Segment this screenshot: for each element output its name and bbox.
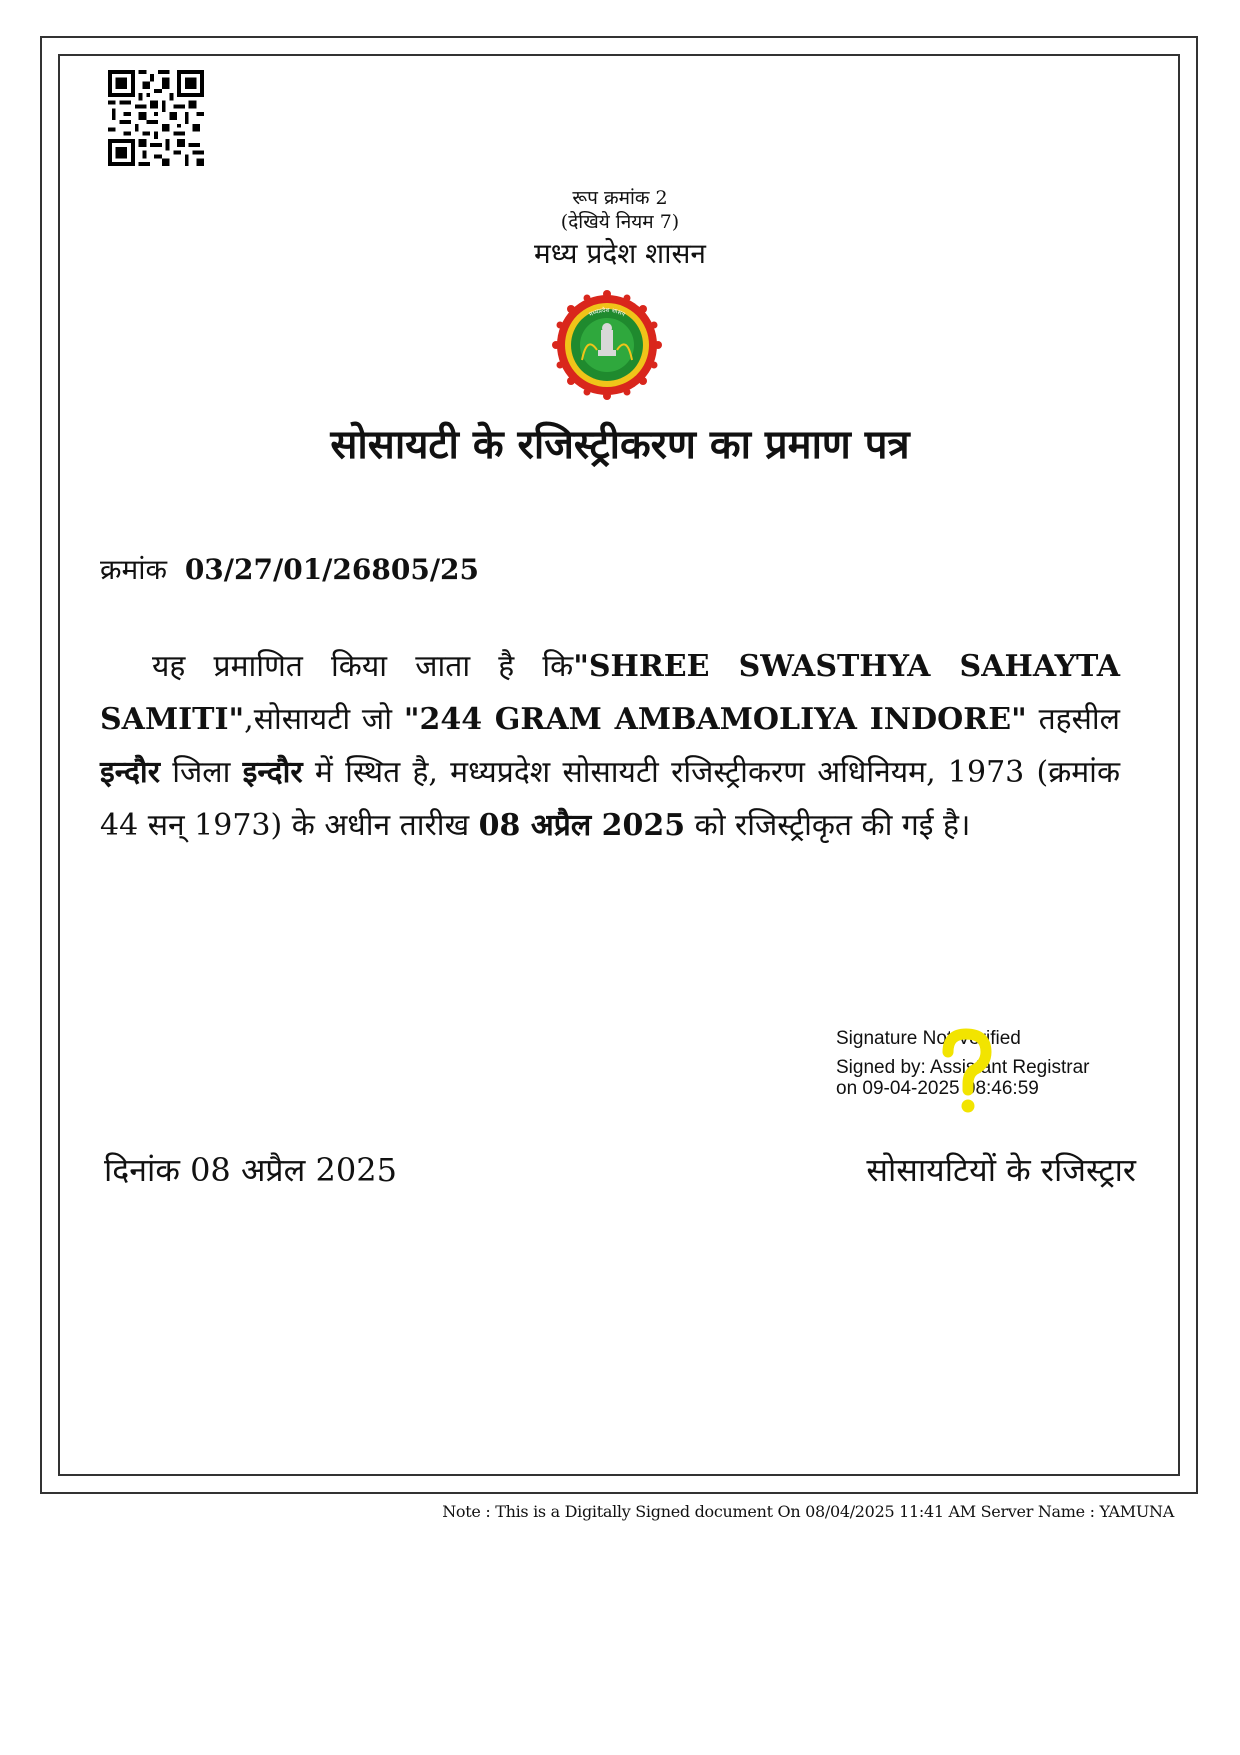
serial-value: 03/27/01/26805/25 (184, 553, 480, 586)
issue-date: दिनांक 08 अप्रैल 2025 (104, 1151, 397, 1189)
serial-label: क्रमांक (100, 553, 168, 586)
body-act-text: में स्थित है, मध्यप्रदेश सोसायटी रजिस्ट्रीकरण अधिनियम, 1973 (क्रमांक 44 सन् 1973) के अधीन तारीख (100, 755, 1120, 843)
body-tehsil-label: तहसील (1026, 702, 1120, 737)
registration-date: 08 अप्रैल 2025 (478, 808, 686, 843)
emblem-text: मध्यप्रदेश शासन (587, 306, 627, 319)
serial-number (100, 552, 479, 588)
signed-on: on 09-04-2025 08:46:59 (836, 1078, 1039, 1099)
certificate-body (100, 640, 1120, 852)
registrar-title: सोसायटियों के रजिस्ट्रार (866, 1151, 1136, 1189)
mp-government-emblem (552, 290, 662, 400)
tehsil-name: इन्दौर (100, 755, 160, 790)
body-intro: यह प्रमाणित किया जाता है कि (152, 649, 574, 684)
society-name: "SHREE SWASTHYA SAHAYTA SAMITI" (100, 649, 1120, 737)
body-society-label: ,सोसायटी जो (244, 702, 404, 737)
signature-status: Signature Not Verified (836, 1028, 1021, 1049)
body-district-label: जिला (159, 755, 243, 790)
rule-reference: (देखिये नियम 7) (560, 211, 680, 233)
signed-by: Signed by: Assistant Registrar (836, 1057, 1090, 1078)
society-address: "244 GRAM AMBAMOLIYA INDORE" (403, 702, 1027, 737)
form-number: रूप क्रमांक 2 (572, 187, 668, 209)
digital-signature-block (836, 1028, 1156, 1099)
certificate-title: सोसायटी के रजिस्ट्रीकरण का प्रमाण पत्र (330, 421, 910, 468)
district-name: इन्दौर (242, 755, 303, 790)
body-closing: को रजिस्ट्रीकृत की गई है। (685, 808, 971, 843)
digital-sign-note: Note : This is a Digitally Signed document On 08/04/2025 11:41 AM Server Name : YAMUNA (442, 1502, 1174, 1521)
qr-code-icon (108, 70, 204, 166)
question-mark-icon (936, 1028, 996, 1118)
government-name: मध्य प्रदेश शासन (534, 237, 706, 270)
